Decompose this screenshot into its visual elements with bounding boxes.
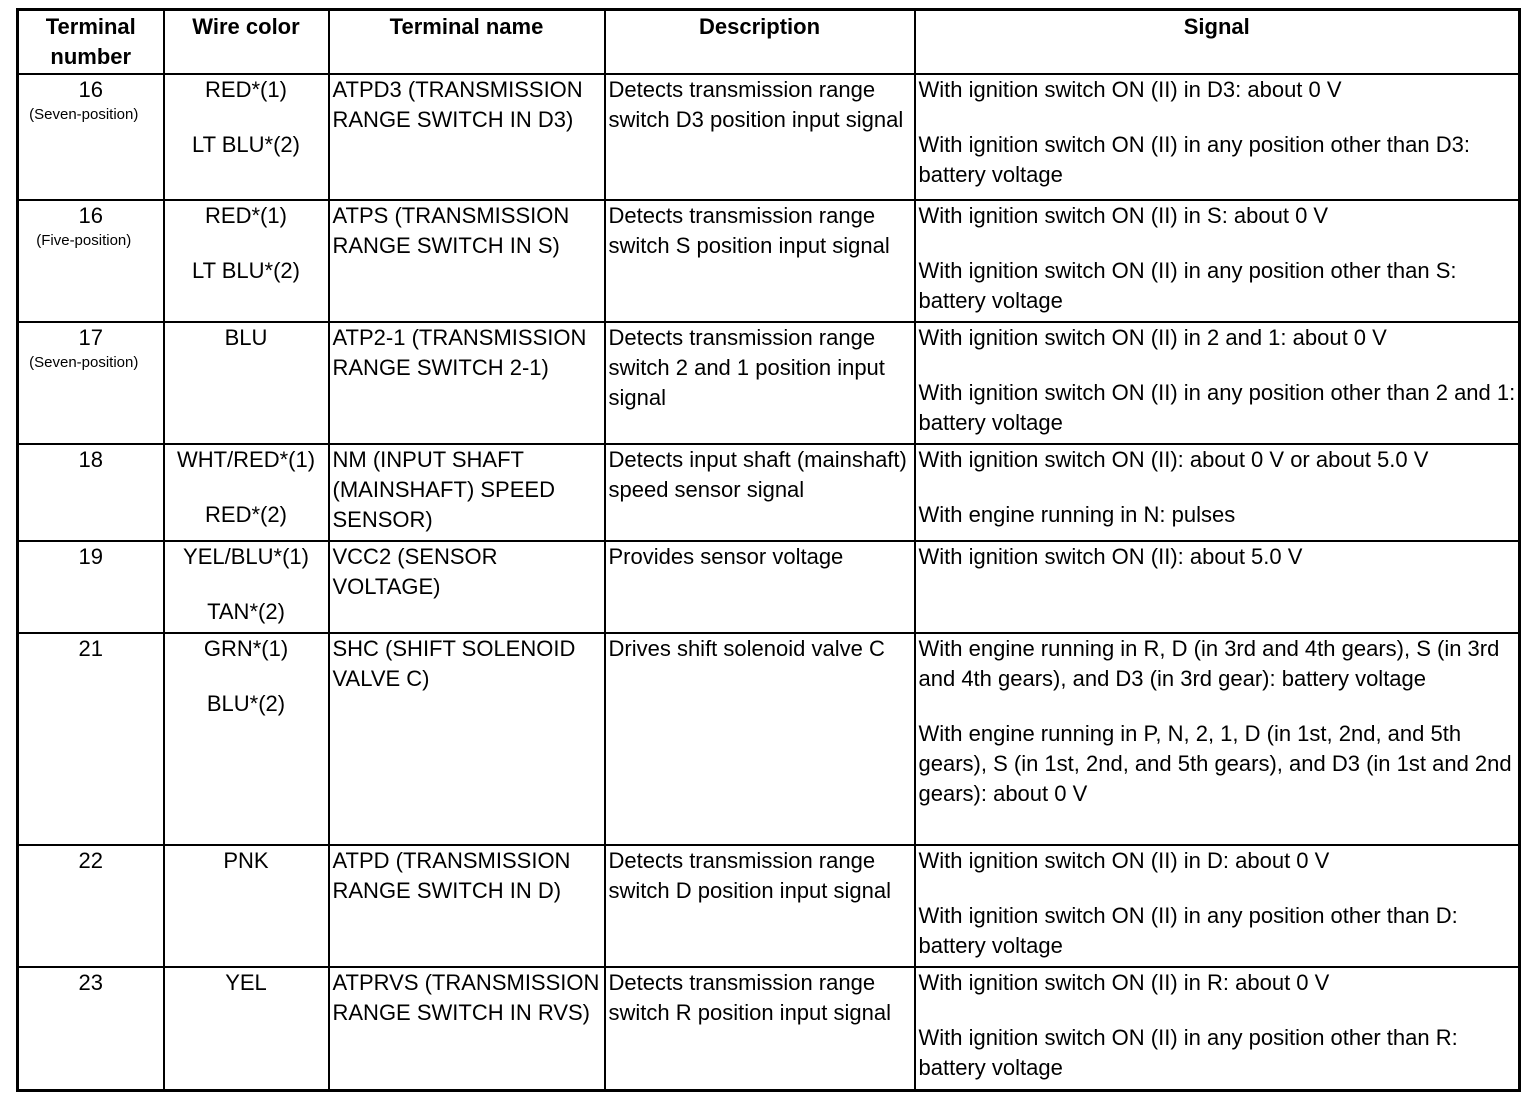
- terminal-number-cell: [18, 200, 164, 322]
- terminal-table: [16, 8, 1521, 1092]
- signal-line: With ignition switch ON (II) in D3: about 0 V: [918, 76, 1342, 102]
- signal-line: With ignition switch ON (II) in S: about 0 V: [918, 202, 1329, 228]
- description: Detects transmission range switch D position input signal: [605, 845, 915, 967]
- terminal-number: 17: [78, 324, 103, 350]
- terminal-number-cell: [18, 967, 164, 1091]
- signal-line: With engine running in N: pulses: [918, 501, 1236, 527]
- table-row: [18, 845, 1520, 967]
- signal-line: With ignition switch ON (II): about 5.0 V: [918, 543, 1303, 569]
- terminal-number-cell: [18, 845, 164, 967]
- header-row: [18, 10, 1520, 74]
- wire-color: RED*(1): [205, 202, 287, 228]
- terminal-number: 23: [78, 969, 103, 995]
- header-terminal-number: Terminal number: [18, 10, 164, 74]
- wire-color: RED*(2): [205, 501, 287, 527]
- signal-cell: [915, 322, 1520, 444]
- connector-position: (Seven-position): [29, 353, 139, 371]
- wire-color: LT BLU*(2): [191, 131, 300, 157]
- terminal-name: ATPS (TRANSMISSION RANGE SWITCH IN S): [329, 200, 605, 322]
- signal-line: With ignition switch ON (II) in D: about 0 V: [918, 847, 1330, 873]
- terminal-name: ATP2-1 (TRANSMISSION RANGE SWITCH 2-1): [329, 322, 605, 444]
- terminal-number: 22: [78, 847, 103, 873]
- table-row: [18, 633, 1520, 845]
- terminal-name: VCC2 (SENSOR VOLTAGE): [329, 541, 605, 633]
- signal-line: With ignition switch ON (II) in any position other than S: battery voltage: [918, 257, 1457, 313]
- table-row: [18, 200, 1520, 322]
- signal-line: With ignition switch ON (II) in any position other than 2 and 1: battery voltage: [918, 379, 1516, 435]
- wire-color: BLU: [224, 324, 268, 350]
- terminal-number: 21: [78, 635, 103, 661]
- signal-cell: [915, 967, 1520, 1091]
- terminal-number-cell: [18, 633, 164, 845]
- terminal-number: 19: [78, 543, 103, 569]
- wire-color-cell: [164, 200, 329, 322]
- table-row: [18, 74, 1520, 200]
- wire-color: GRN*(1): [203, 635, 289, 661]
- signal-line: With engine running in R, D (in 3rd and 4th gears), S (in 3rd and 4th gears), and D3 (in 3rd gear): battery voltage: [918, 635, 1500, 691]
- terminal-name: ATPD3 (TRANSMISSION RANGE SWITCH IN D3): [329, 74, 605, 200]
- wire-color-cell: [164, 444, 329, 541]
- signal-cell: [915, 444, 1520, 541]
- terminal-number-cell: [18, 74, 164, 200]
- signal-cell: [915, 541, 1520, 633]
- description: Detects transmission range switch R position input signal: [605, 967, 915, 1091]
- description: Detects input shaft (mainshaft) speed sensor signal: [605, 444, 915, 541]
- wire-color-cell: [164, 967, 329, 1091]
- signal-cell: [915, 200, 1520, 322]
- table-row: [18, 444, 1520, 541]
- wire-color-cell: [164, 541, 329, 633]
- connector-position: (Five-position): [36, 231, 132, 249]
- wire-color: PNK: [223, 847, 269, 873]
- description: Provides sensor voltage: [605, 541, 915, 633]
- wire-color: YEL: [225, 969, 267, 995]
- terminal-number-cell: [18, 322, 164, 444]
- description: Drives shift solenoid valve C: [605, 633, 915, 845]
- table-row: [18, 541, 1520, 633]
- wire-color: YEL/BLU*(1): [183, 543, 309, 569]
- terminal-number-cell: [18, 541, 164, 633]
- terminal-name: NM (INPUT SHAFT (MAINSHAFT) SPEED SENSOR): [329, 444, 605, 541]
- table-row: [18, 967, 1520, 1091]
- table-row: [18, 322, 1520, 444]
- terminal-number-cell: [18, 444, 164, 541]
- signal-cell: [915, 633, 1520, 845]
- wire-color-cell: [164, 845, 329, 967]
- terminal-number: 18: [78, 446, 103, 472]
- description: Detects transmission range switch D3 position input signal: [605, 74, 915, 200]
- wire-color-cell: [164, 74, 329, 200]
- description: Detects transmission range switch S position input signal: [605, 200, 915, 322]
- wire-color: WHT/RED*(1): [176, 446, 316, 472]
- wire-color: BLU*(2): [206, 690, 286, 716]
- signal-line: With ignition switch ON (II) in R: about 0 V: [918, 969, 1330, 995]
- terminal-name: ATPRVS (TRANSMISSION RANGE SWITCH IN RVS): [329, 967, 605, 1091]
- terminal-name: SHC (SHIFT SOLENOID VALVE C): [329, 633, 605, 845]
- header-description: Description: [605, 10, 915, 74]
- terminal-number: 16: [78, 76, 103, 102]
- signal-line: With ignition switch ON (II) in any position other than D: battery voltage: [918, 902, 1458, 958]
- wire-color-cell: [164, 322, 329, 444]
- header-terminal-name: Terminal name: [329, 10, 605, 74]
- signal-line: With ignition switch ON (II) in any position other than D3: battery voltage: [918, 131, 1470, 187]
- signal-cell: [915, 74, 1520, 200]
- signal-cell: [915, 845, 1520, 967]
- description: Detects transmission range switch 2 and 1 position input signal: [605, 322, 915, 444]
- wire-color: TAN*(2): [207, 598, 285, 624]
- signal-line: With engine running in P, N, 2, 1, D (in 1st, 2nd, and 5th gears), S (in 1st, 2nd, and 5th gears), and D3 (in 1st and 2nd gears): about 0 V: [918, 720, 1512, 806]
- signal-line: With ignition switch ON (II): about 0 V or about 5.0 V: [918, 446, 1429, 472]
- header-wire-color: Wire color: [164, 10, 329, 74]
- table-body: [18, 74, 1520, 1091]
- header-signal: Signal: [915, 10, 1520, 74]
- wire-color-cell: [164, 633, 329, 845]
- wire-color: RED*(1): [205, 76, 287, 102]
- signal-line: With ignition switch ON (II) in 2 and 1: about 0 V: [918, 324, 1387, 350]
- terminal-number: 16: [78, 202, 103, 228]
- terminal-name: ATPD (TRANSMISSION RANGE SWITCH IN D): [329, 845, 605, 967]
- signal-line: With ignition switch ON (II) in any position other than R: battery voltage: [918, 1024, 1458, 1080]
- wire-color: LT BLU*(2): [191, 257, 300, 283]
- connector-position: (Seven-position): [29, 105, 139, 123]
